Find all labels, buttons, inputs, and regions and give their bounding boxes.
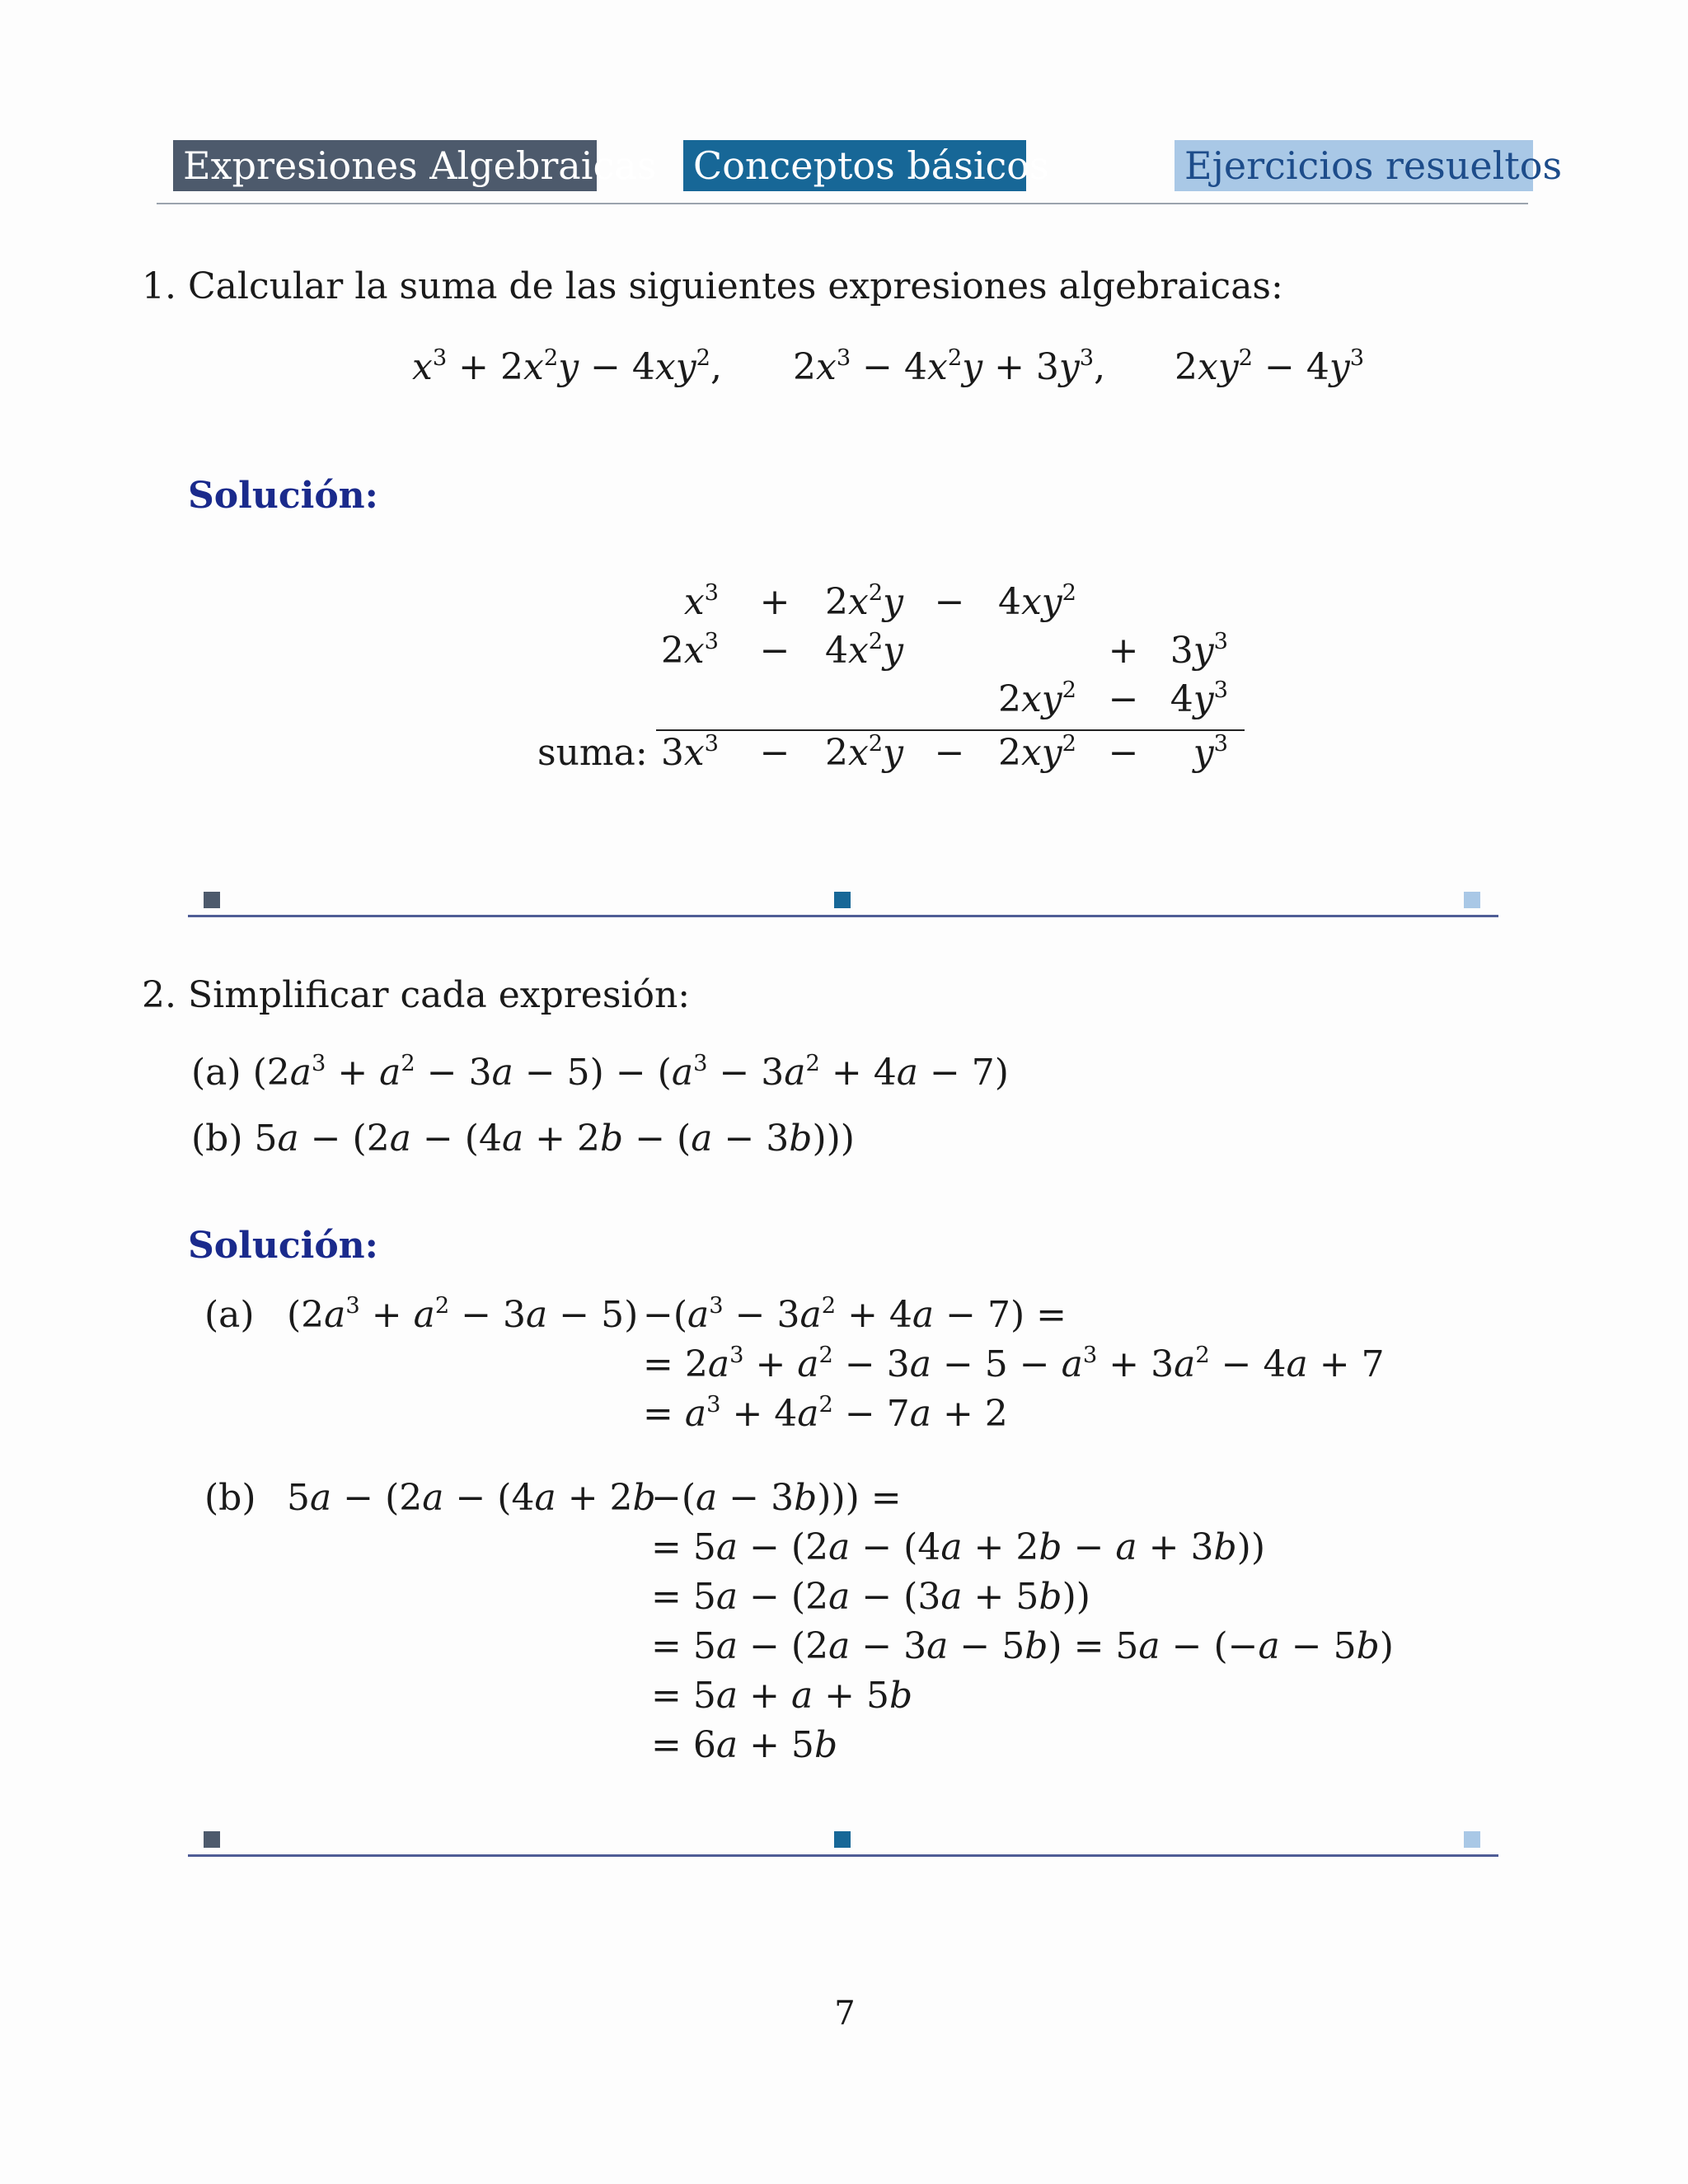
problem-1-number: 1. (142, 265, 176, 307)
header-tab-basic-concepts[interactable]: Conceptos básicos (683, 140, 1026, 191)
solution-b-left: 5a − (2a − (4a + 2b (287, 1477, 656, 1519)
page-number: 7 (834, 1994, 856, 2032)
sum-row-1-op-1: + (759, 581, 790, 623)
header-tab-algebraic-expressions[interactable]: Expresiones Algebraicas (173, 140, 597, 191)
problem-1-expression-1: $x^3 + 2x^2y - 4xy^2$, (412, 345, 722, 388)
sum-result-col-4: $y^3$ (1193, 731, 1228, 774)
sum-row-3-col-4: $4y^3$ (1170, 677, 1228, 720)
header-tab-solved-exercises[interactable]: Ejercicios resueltos (1175, 140, 1533, 191)
solution-a-step-1: $-(a^3 - 3a^2 + 4a - 7)$ = (643, 1293, 1067, 1336)
problem-2 (142, 974, 690, 1016)
sum-result-col-2: $2x^2y$ (824, 731, 903, 774)
sum-row-2-col-1: $2x^3$ (660, 629, 719, 672)
sum-result-col-3: $2xy^2$ (997, 731, 1076, 774)
sum-row-3-op-3: − (1108, 678, 1139, 720)
solution-a-step-2: = $2a^3 + a^2 - 3a - 5 - a^3 + 3a^2 - 4a + 7$ (643, 1343, 1385, 1385)
separator-square-dark (204, 892, 220, 908)
problem-1-statement: Calcular la suma de las siguientes expresiones algebraicas: (187, 265, 1283, 307)
separator-line (188, 1854, 1498, 1857)
problem-1-solution-label: Solución: (188, 475, 378, 517)
problem-2-part-a-label: (a) (191, 1052, 241, 1094)
sum-row-1-op-2: − (934, 581, 965, 623)
solution-a-left: $(2a^3 + a^2 - 3a - 5)$ (287, 1293, 639, 1336)
solution-b-step-5: = 5a + a + 5b (651, 1675, 913, 1717)
sum-row-1-col-1: $x^3$ (683, 580, 719, 623)
problem-2-part-b-label: (b) (191, 1118, 243, 1160)
problem-2-part-a: (a) $(2a^3 + a^2 - 3a - 5) - (a^3 - 3a^2 + 4a - 7)$ (191, 1051, 1009, 1094)
separator-square-dark (204, 1831, 220, 1848)
solution-b-step-2: = 5a − (2a − (4a + 2b − a + 3b)) (651, 1526, 1266, 1568)
solution-b-step-1: −(a − 3b))) = (651, 1477, 902, 1519)
sum-label: suma: (537, 732, 648, 774)
separator-square-mid (834, 892, 851, 908)
problem-2-statement: Simplificar cada expresión: (187, 974, 691, 1016)
problem-1-expression-2: $2x^3 - 4x^2y + 3y^3$, (793, 345, 1106, 388)
sum-result-op-1: − (759, 732, 790, 774)
sum-row-1-col-2: $2x^2y$ (824, 580, 903, 623)
separator-line (188, 915, 1498, 917)
solution-b-step-6: = 6a + 5b (651, 1724, 838, 1766)
header-rule (157, 203, 1528, 204)
sum-row-2-col-4: $3y^3$ (1170, 629, 1228, 672)
problem-1-expression-3: $2xy^2 - 4y^3$ (1175, 345, 1365, 388)
solution-b-label: (b) (204, 1477, 256, 1519)
separator-square-mid (834, 1831, 851, 1848)
sum-row-3-col-3: $2xy^2$ (997, 677, 1076, 720)
sum-row-2-op-3: + (1108, 630, 1139, 672)
sum-row-1-col-3: $4xy^2$ (997, 580, 1076, 623)
solution-b-step-3: = 5a − (2a − (3a + 5b)) (651, 1576, 1090, 1618)
problem-2-part-b: (b) 5a − (2a − (4a + 2b − (a − 3b))) (191, 1118, 855, 1160)
sum-result-col-1: $3x^3$ (660, 731, 719, 774)
sum-result-op-2: − (934, 732, 965, 774)
problem-2-solution-label: Solución: (188, 1225, 378, 1267)
sum-row-2-op-1: − (759, 630, 790, 672)
problem-1 (142, 265, 1283, 307)
solution-a-label: (a) (204, 1294, 255, 1336)
sum-underline (656, 729, 1245, 731)
sum-result-op-3: − (1108, 732, 1139, 774)
solution-a-step-3: = $a^3 + 4a^2 - 7a + 2$ (643, 1392, 1008, 1435)
separator-square-light (1464, 892, 1480, 908)
sum-row-2-col-2: $4x^2y$ (824, 629, 903, 672)
solution-b-step-4: = 5a − (2a − 3a − 5b) = 5a − (−a − 5b) (651, 1625, 1394, 1667)
separator-square-light (1464, 1831, 1480, 1848)
problem-2-number: 2. (142, 974, 176, 1016)
